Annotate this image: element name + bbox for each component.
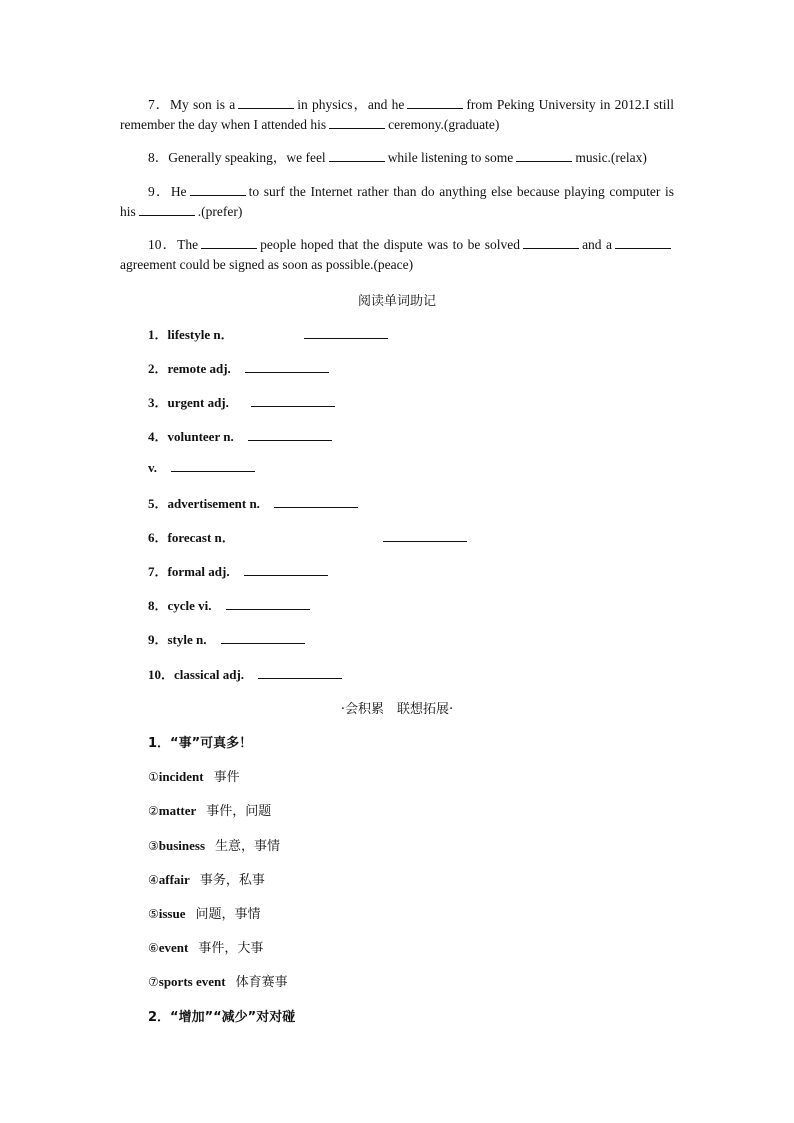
answer-blank[interactable] [238,97,294,109]
answer-blank[interactable] [407,97,463,109]
word-row: ⑤issue 问题，事情 [148,906,261,922]
answer-blank[interactable] [258,667,342,679]
vocab-item: 8．cycle vi. [148,595,310,614]
exercise-number: 10． [148,237,178,252]
group-1-title: 1．“事”可真多！ [148,736,253,751]
exercise-number: 7． [148,97,171,112]
word-row: ①incident 事件 [148,769,240,785]
vocab-item: 2．remote adj. [148,358,329,377]
answer-blank[interactable] [274,496,358,508]
vocab-item: 10．classical adj. [148,664,342,683]
exercise-10: 10．The people hoped that the dispute was to be solved and aagreement could be signed as soon as possible.(peace) [120,235,674,275]
word-row: ②matter 事件，问题 [148,803,272,819]
answer-blank[interactable] [226,598,310,610]
exercise-number: 8． [148,150,169,165]
answer-blank[interactable] [329,117,385,129]
word-row: ③business 生意，事情 [148,838,281,854]
answer-blank[interactable] [251,395,335,407]
vocab-section-title: 阅读单词助记 [357,294,436,309]
vocab-item: 6．forecast n． [148,527,467,546]
vocab-item: 1．lifestyle n． [148,324,388,343]
answer-blank[interactable] [139,204,195,216]
answer-blank[interactable] [221,632,305,644]
answer-blank[interactable] [248,429,332,441]
exercise-8: 8．Generally speaking，we feel while listening to some music.(relax) [148,150,647,165]
answer-blank[interactable] [244,564,328,576]
answer-blank[interactable] [190,184,246,196]
answer-blank[interactable] [516,150,572,162]
word-row: ⑥event 事件，大事 [148,940,264,956]
exercise-7: 7．My son is a in physics，and he from Peking University in 2012.I still remember the day when I attended his ceremony.(graduate) [120,97,674,132]
group-2-title: 2．“增加”“减少”对对碰 [148,1010,296,1025]
vocab-item: 9．style n. [148,629,305,648]
answer-blank[interactable] [201,237,257,249]
word-row: ④affair 事务，私事 [148,872,265,888]
answer-blank[interactable] [383,530,467,542]
vocab-item: 5．advertisement n. [148,493,358,512]
vocab-item: 4．volunteer n. [148,426,332,445]
vocab-item: 7．formal adj. [148,561,328,580]
exercise-number: 9． [148,184,171,199]
accumulate-section-title: ·会积累 联想拓展· [340,702,454,717]
answer-blank[interactable] [245,361,329,373]
answer-blank[interactable] [615,237,671,249]
word-row: ⑦sports event 体育赛事 [148,974,288,990]
vocab-item: v. [148,460,255,476]
answer-blank[interactable] [329,150,385,162]
answer-blank[interactable] [304,327,388,339]
exercise-9: 9．He to surf the Internet rather than do anything else because playing computer is his .(prefer) [120,184,674,219]
answer-blank[interactable] [523,237,579,249]
answer-blank[interactable] [171,460,255,472]
vocab-item: 3．urgent adj. [148,392,335,411]
